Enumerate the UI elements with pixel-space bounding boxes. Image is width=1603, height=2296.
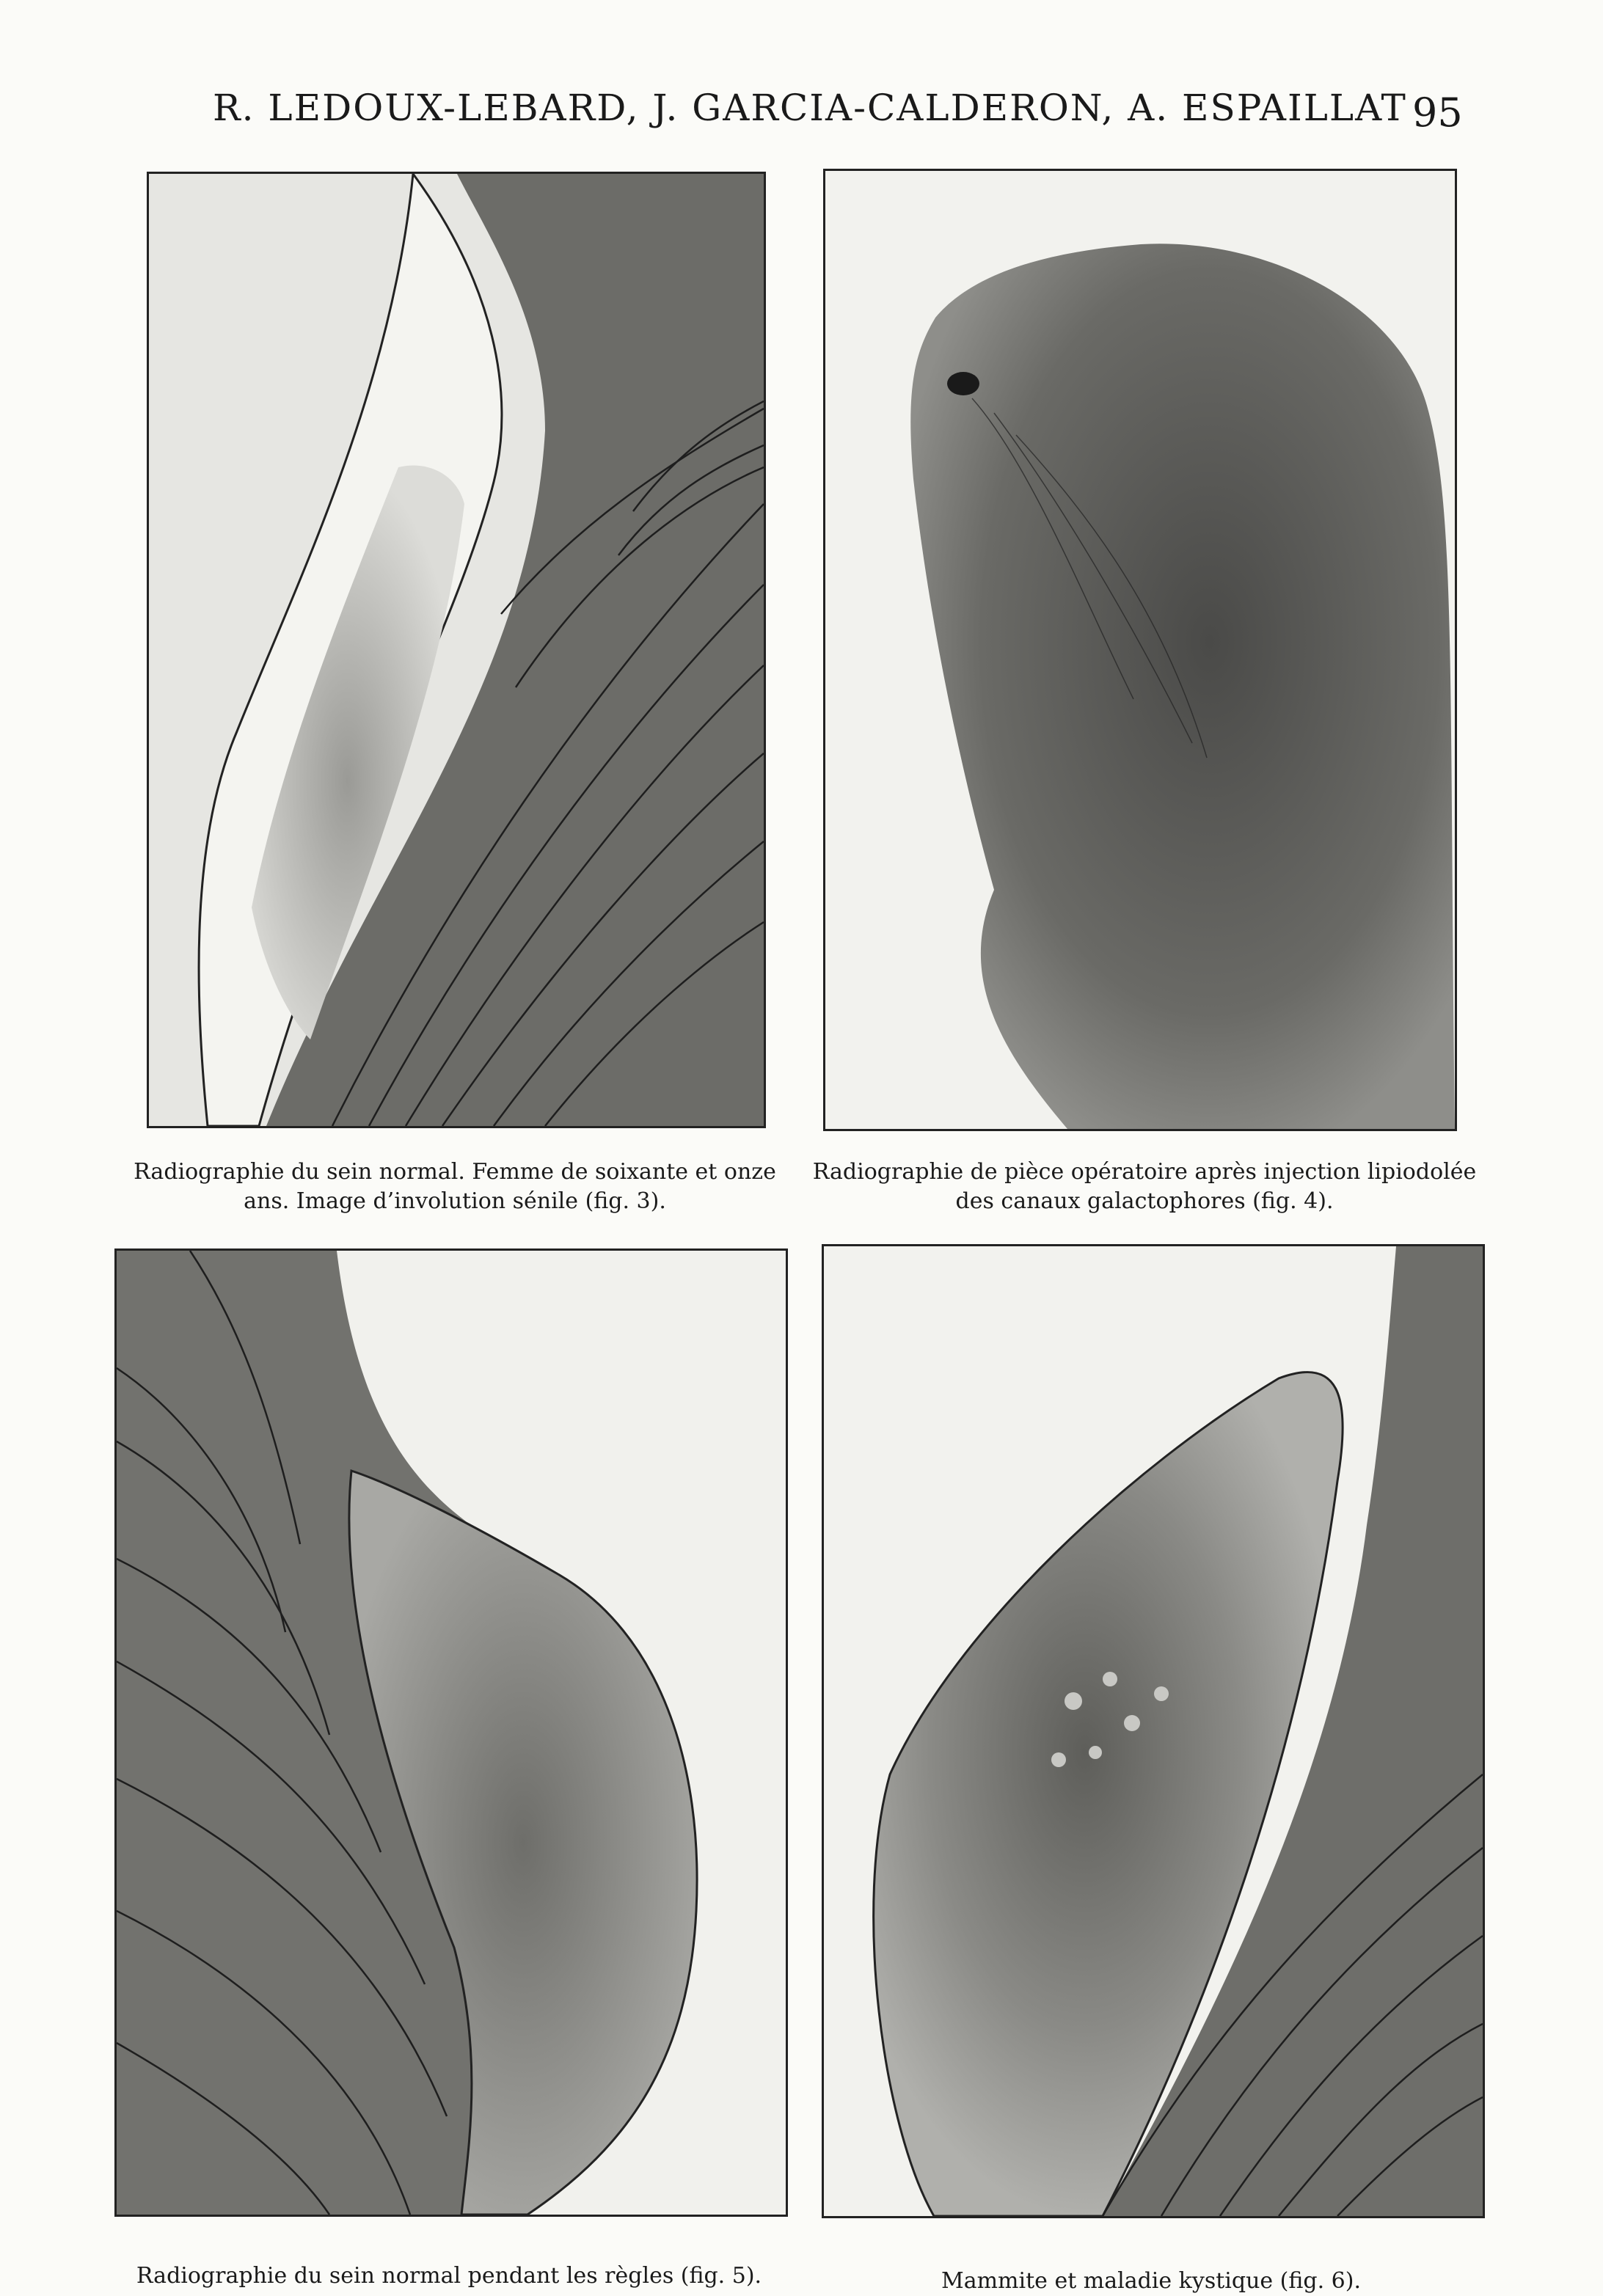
figure-3-caption [110,1158,800,1216]
figure-4-caption [800,1158,1489,1216]
radiograph-figure-5 [114,1248,788,2217]
running-header: R. LEDOUX-LEBARD, J. GARCIA-CALDERON, A. ESPAILLAT [213,87,1407,129]
radiograph-figure-4 [823,169,1457,1131]
page-number: 95 [1412,89,1463,136]
radiograph-figure-6 [822,1244,1485,2218]
figure-4-caption-line-1: Radiographie de pièce opératoire après injection lipiodolée [812,1159,1477,1185]
figure-4-caption-line-2: des canaux galactophores (fig. 4). [955,1188,1334,1214]
radiograph-figure-3 [147,172,766,1128]
figure-6-caption-line-1: Mammite et maladie kystique (fig. 6). [941,2268,1361,2294]
figure-5-caption [114,2262,784,2291]
figure-3-caption-line-1: Radiographie du sein normal. Femme de soixante et onze [134,1159,776,1185]
figure-3-caption-line-2: ans. Image d’involution sénile (fig. 3). [244,1188,666,1214]
figure-5-caption-line-1: Radiographie du sein normal pendant les règles (fig. 5). [136,2263,762,2289]
figure-6-caption [822,2267,1480,2296]
